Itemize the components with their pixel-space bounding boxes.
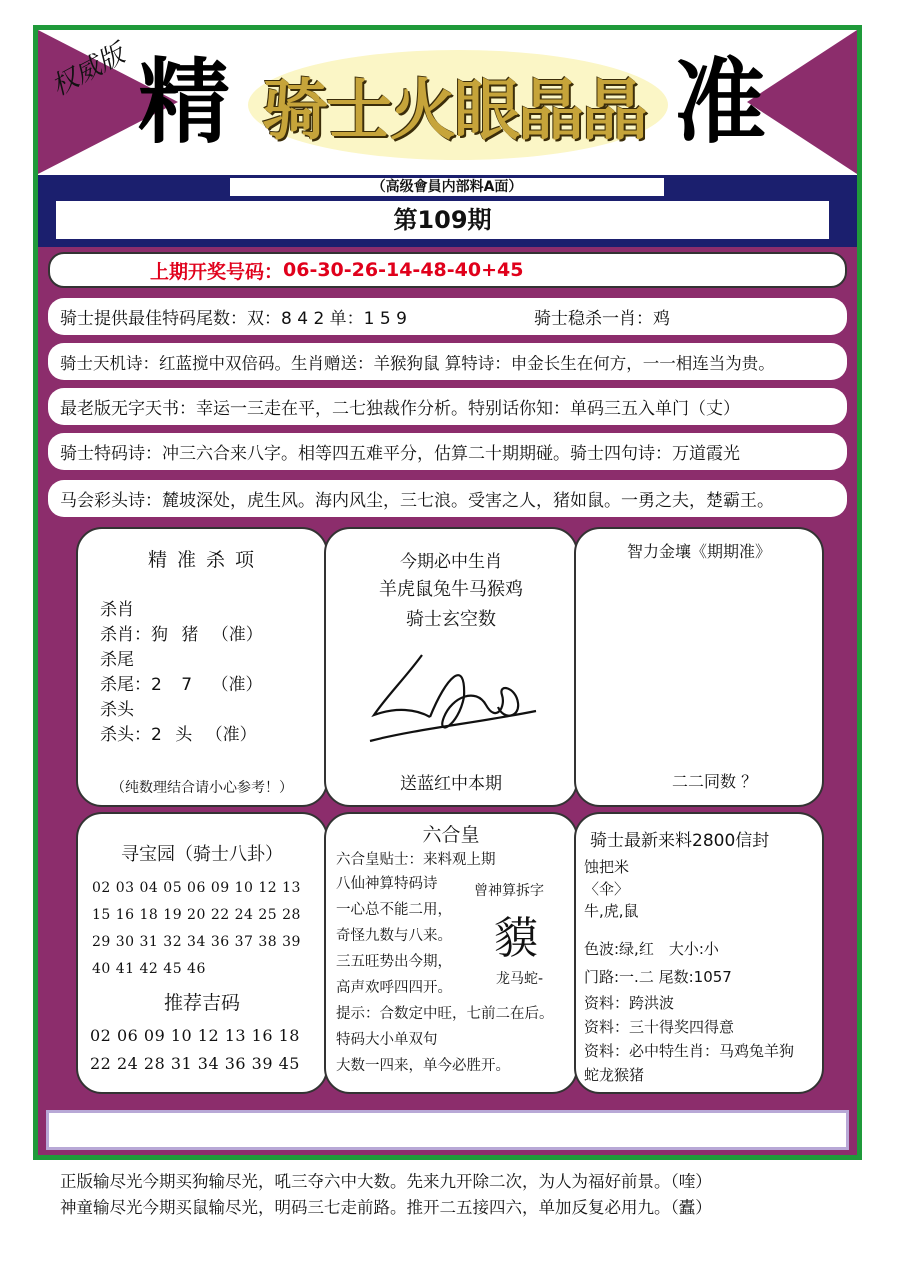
header xyxy=(38,30,857,175)
side-footer: 龙马蛇- xyxy=(496,971,544,987)
liuhe-line: 六合皇贴士：来料观上期 xyxy=(336,852,496,868)
poem-text: 骑士天机诗：红蓝搅中双倍码。生肖赠送：羊猴狗鼠 算特诗：申金长生在何方，一一相连当为贵。 xyxy=(60,353,775,373)
badge: 权威版 xyxy=(46,39,130,103)
latest-line: 牛,虎,鼠 xyxy=(584,902,639,920)
recommend-title: 推荐吉码 xyxy=(163,992,240,1014)
subtitle-band xyxy=(38,175,857,247)
title-left: 精 xyxy=(138,48,231,156)
zodiac-sub: 骑士玄空数 xyxy=(406,609,496,630)
number-row: 40 41 42 45 46 xyxy=(92,961,206,977)
latest-box-title: 骑士最新来料2800信封 xyxy=(590,831,770,851)
side-char: 貘 xyxy=(494,913,538,964)
kill-line: 杀尾 xyxy=(100,650,134,670)
liuhe-box xyxy=(324,812,578,1094)
latest-line: 色波:绿,红 大小:小 xyxy=(584,940,719,958)
liuhe-line: 特码大小单双句 xyxy=(336,1032,438,1048)
horse-poem-text: 马会彩头诗：麓坡深处，虎生风。海内风尘，三七浪。受害之人，猪如鼠。一勇之夫，楚霸王。 xyxy=(60,491,774,511)
tail-number-row xyxy=(48,298,847,335)
horse-poem-row xyxy=(48,480,847,517)
latest-line: 〈伞〉 xyxy=(584,880,630,898)
liuhe-line: 一心总不能二用， xyxy=(336,902,452,918)
zodiac-box-footer: 送蓝红中本期 xyxy=(400,774,502,794)
latest-line: 蚀把米 xyxy=(584,858,630,876)
footer-line: 神童输尽光今期买鼠输尽光，明码三七走前路。推开二五接四六，单加反复必用九。（蠹） xyxy=(60,1198,712,1217)
footer-line: 正版输尽光今期买狗输尽光，吼三夺六中大数。先来九开除二次，为人为福好前景。（喹） xyxy=(60,1172,712,1191)
zodiac-list: 羊虎鼠兔牛马猴鸡 xyxy=(379,579,523,600)
recommend-row: 22 24 28 31 34 36 39 45 xyxy=(90,1054,300,1073)
wisdom-box-footer: 二二同数 ？ xyxy=(672,772,758,791)
last-draw-label: 上期开奖号码： xyxy=(150,260,284,283)
zodiac-box xyxy=(324,527,578,807)
book-text: 最老版无字天书：幸运一三走在平，二七独裁作分析。特别话你知：单码三五入单门（丈） xyxy=(60,399,740,419)
latest-box xyxy=(574,812,824,1094)
latest-line: 资料：三十得奖四得意 xyxy=(584,1018,735,1036)
kill-line: 杀尾：2 7 （准） xyxy=(100,675,263,695)
last-draw-numbers: 06-30-26-14-48-40+45 xyxy=(283,259,524,281)
kill-line: 杀肖 xyxy=(100,600,134,620)
subtitle: （高级會員内部料A面） xyxy=(230,178,664,196)
wisdom-box xyxy=(574,527,824,807)
signature-scribble xyxy=(326,637,576,767)
liuhe-line: 奇怪九数与八来。 xyxy=(336,928,452,944)
issue-number: 第109期 xyxy=(56,201,829,239)
number-row: 02 03 04 05 06 09 10 12 13 xyxy=(92,880,301,896)
treasure-box-title: 寻宝园（骑士八卦） xyxy=(121,844,283,865)
liuhe-line: 提示：合数定中旺，七前二在后。 xyxy=(336,1006,554,1022)
poem-row xyxy=(48,343,847,380)
title-right: 准 xyxy=(674,48,767,156)
liuhe-box-title: 六合皇 xyxy=(422,824,480,846)
book-row xyxy=(48,388,847,425)
page-frame xyxy=(33,25,862,1160)
zodiac-box-title: 今期必中生肖 xyxy=(400,552,502,572)
kill-line: 杀头 xyxy=(100,700,134,720)
liuhe-line: 高声欢呼四四开。 xyxy=(336,980,452,996)
recommend-row: 02 06 09 10 12 13 16 18 xyxy=(90,1026,300,1045)
number-row: 15 16 18 19 20 22 24 25 28 xyxy=(92,907,301,923)
kill-line: 杀头：2 头 （准） xyxy=(100,725,257,745)
latest-line: 资料：跨洪波 xyxy=(584,994,675,1012)
liuhe-line: 大数一四来，单今必胜开。 xyxy=(336,1058,510,1074)
last-draw-row xyxy=(48,252,847,288)
number-row: 29 30 31 32 34 36 37 38 39 xyxy=(92,934,301,950)
latest-line: 门路:一.二 尾数:1057 xyxy=(584,968,732,986)
kill-zodiac-text: 骑士稳杀一肖：鸡 xyxy=(534,309,670,329)
kill-box xyxy=(76,527,328,807)
liuhe-line: 八仙神算特码诗 xyxy=(336,876,438,892)
title-center: 骑士火眼晶晶 xyxy=(262,71,646,149)
latest-line: 资料：必中特生肖：马鸡兔羊狗 xyxy=(584,1042,795,1060)
kill-box-note: （纯数理结合请小心参考！） xyxy=(111,780,293,796)
tail-number-text: 骑士提供最佳特码尾数：双：8 4 2 单：1 5 9 xyxy=(60,309,407,329)
wisdom-box-title: 智力金壤《期期准》 xyxy=(626,542,771,561)
side-title: 曾神算拆字 xyxy=(474,883,544,899)
latest-line: 蛇龙猴猪 xyxy=(584,1066,645,1084)
treasure-box xyxy=(76,812,328,1094)
special-poem-row xyxy=(48,433,847,470)
liuhe-line: 三五旺势出今期， xyxy=(336,954,452,970)
kill-box-title: 精 准 杀 项 xyxy=(147,549,257,571)
bottom-blank-bar xyxy=(46,1110,849,1150)
kill-line: 杀肖：狗 猪 （准） xyxy=(100,625,263,645)
special-poem-text: 骑士特码诗：冲三六合来八字。相等四五难平分，估算二十期期碰。骑士四句诗：万道霞光 xyxy=(60,444,740,464)
